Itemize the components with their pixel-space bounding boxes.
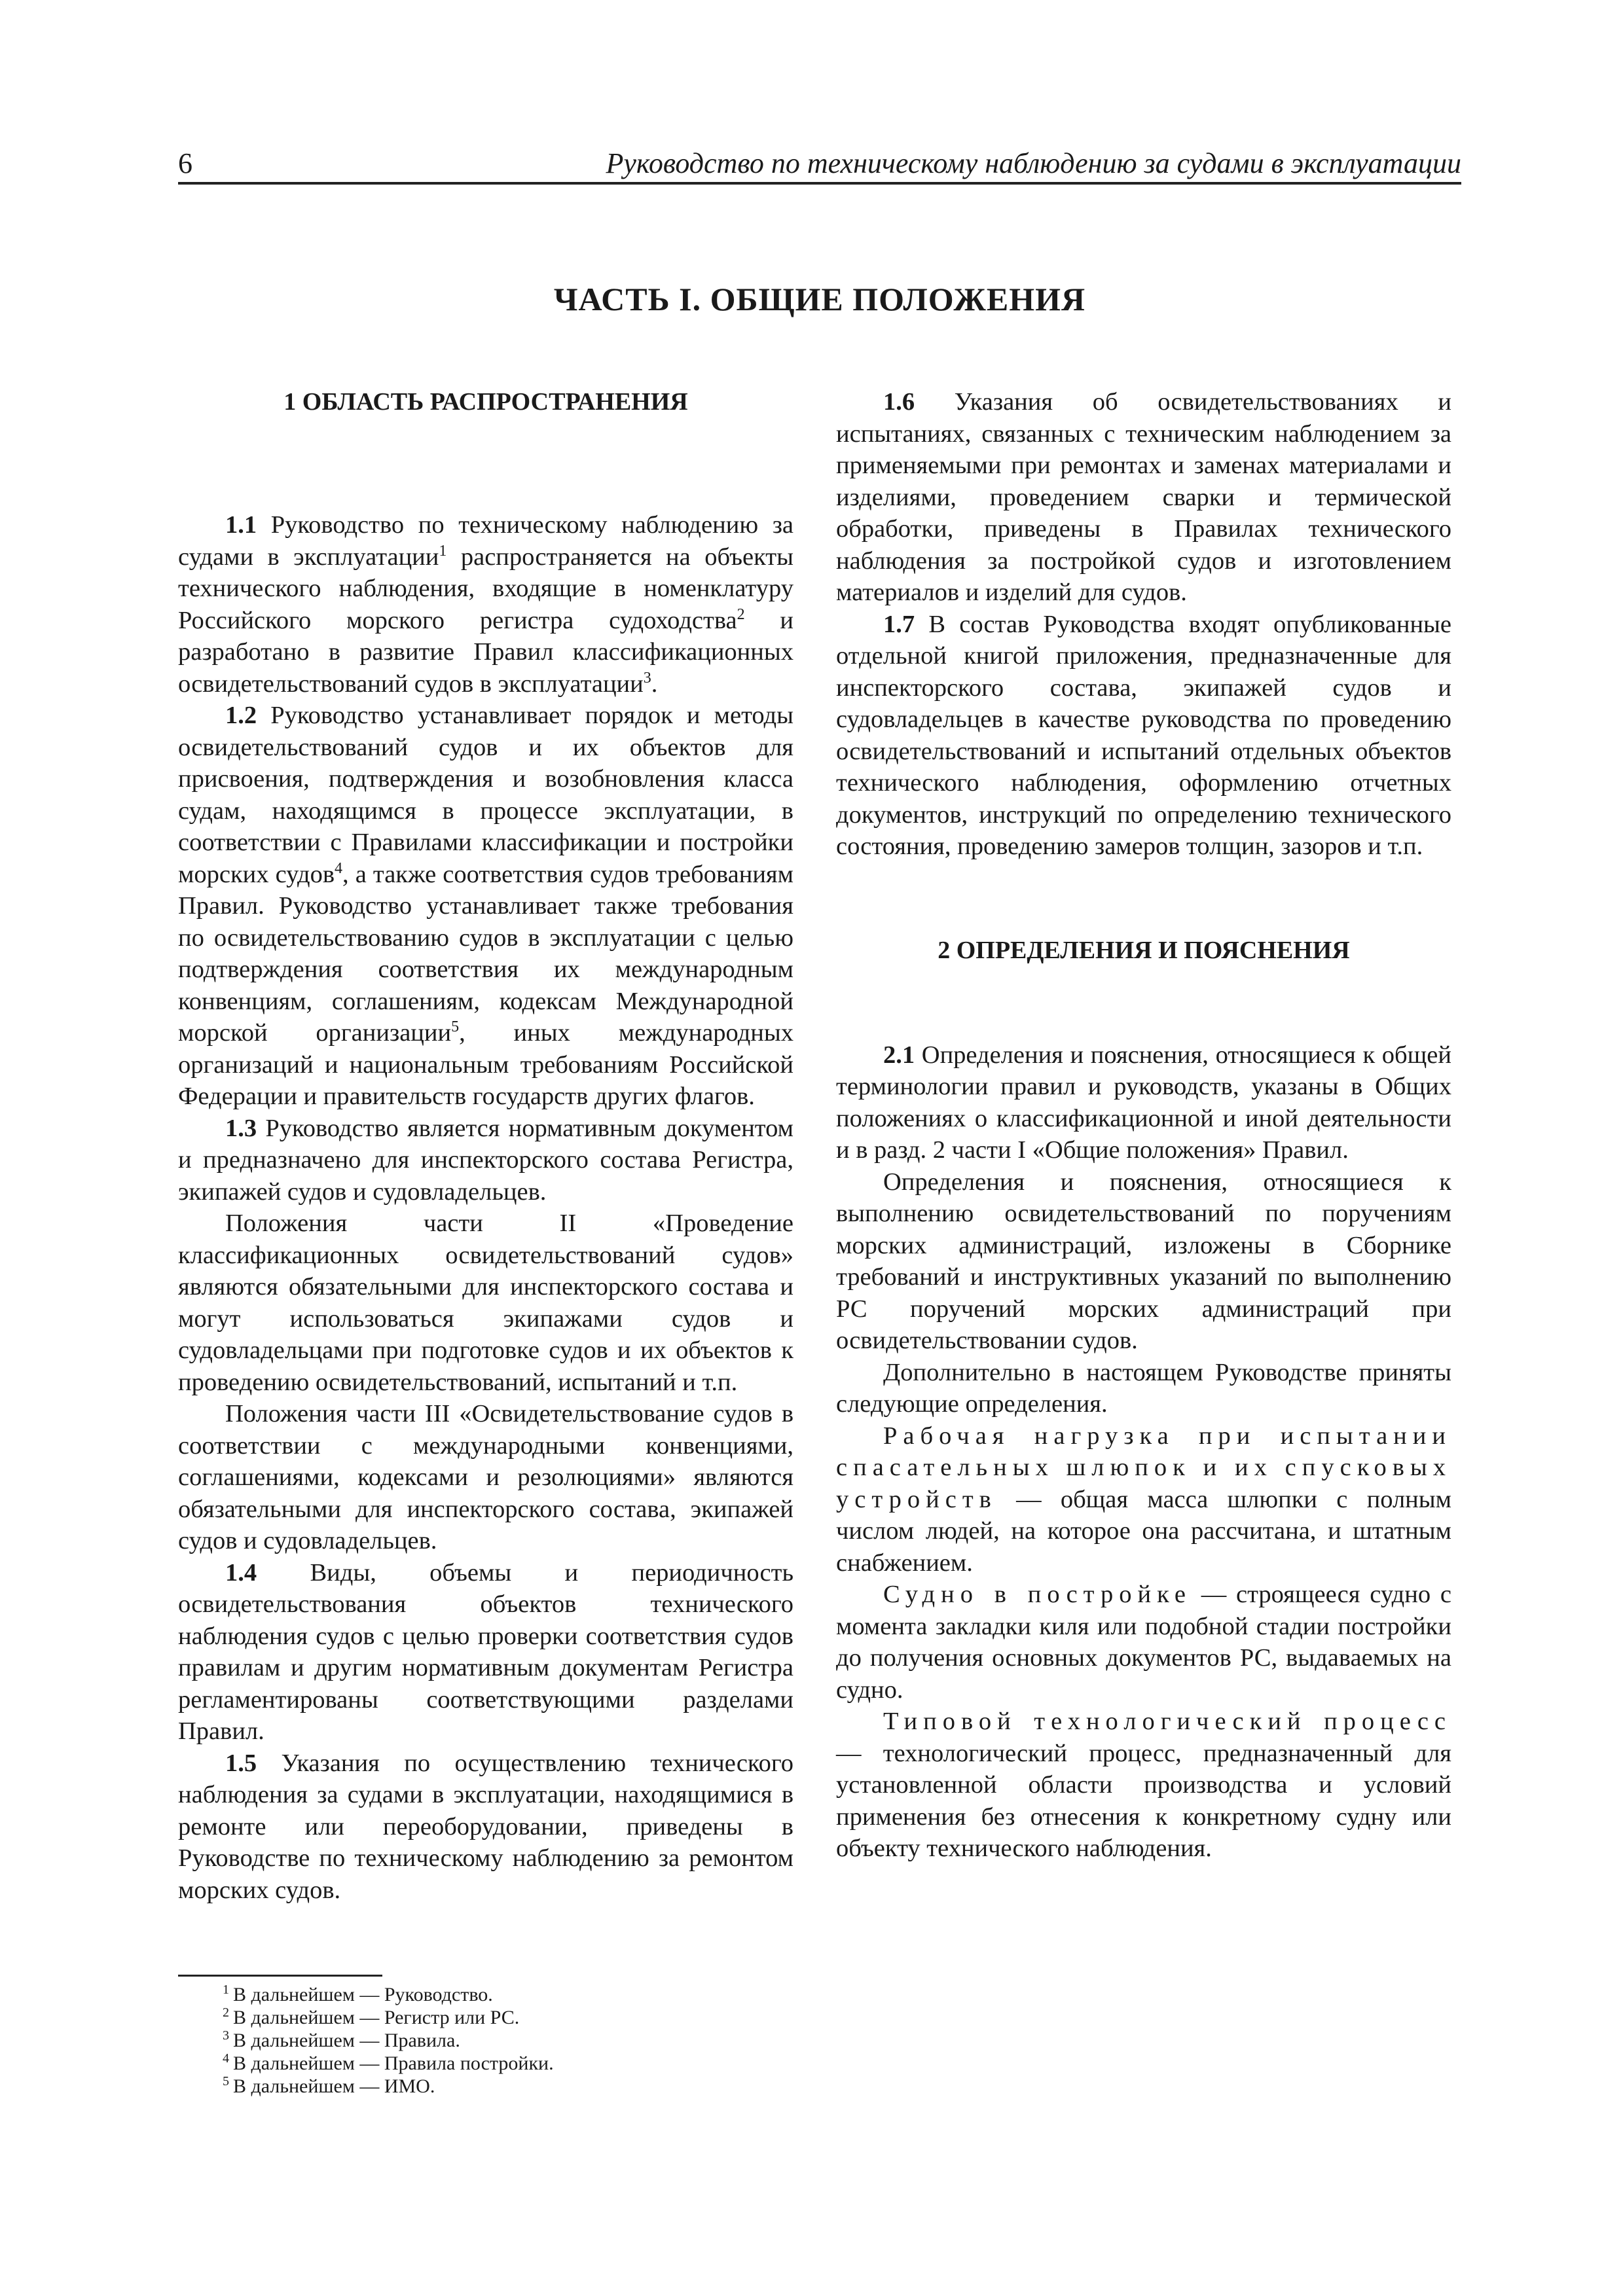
paragraph-text: Указания по осуществлению технического наблюдения за судами в эксплуатации, находящимися в ремонте или переоборудовании, приведены в Руководстве по техническому наблюдению за ремонтом морских судов. [178, 1749, 793, 1904]
paragraph-text: Руководство устанавливает порядок и методы освидетельствований судов и их объектов для присвоения, подтверждения и возобновления класса судам, находящимся в процессе эксплуатации, в соответствии с Правилами классификации и постройки морских судов [178, 702, 794, 888]
paragraph-text: Указания об освидетельствованиях и испытаниях, связанных с техническим наблюдением за применяемыми при ремонтах и заменах материалами и изделиями, проведением сварки и термической обработки, приведены в Правилах технического наблюдения за постройкой судов и изготовлением материалов и изделий для судов. [836, 388, 1451, 606]
paragraph-number: 1.3 [225, 1114, 257, 1142]
definition-text: — общая масса шлюпки с полным числом людей, на которое она рассчитана, и штатным снабжением. [836, 1485, 1452, 1577]
footnote-4 [223, 2052, 554, 2075]
running-title: Руководство по техническому наблюдению за судами в эксплуатации [606, 147, 1461, 179]
paragraph-number: 2.1 [883, 1041, 915, 1069]
paragraph-text: Виды, объемы и периодичность освидетельствования объектов технического наблюдения судов с целью проверки соответствия судов правилам и другим нормативным документам Регистра регламентированы соответствующими разделами Правил. [178, 1558, 793, 1745]
paragraph-text: , иных международных организаций и национальным требованиям Российской Федерации и правительств государств других флагов. [178, 1019, 794, 1110]
paragraph-additional: Дополнительно в настоящем Руководстве приняты следующие определения. [836, 1358, 1451, 1418]
footnote-ref: 3 [643, 669, 651, 687]
footnotes [223, 1983, 554, 2098]
footnote-1 [223, 1983, 554, 2006]
definition-term: Рабочая нагрузка при испытании спасательных шлюпок и их спусковых устройств [836, 1422, 1451, 1513]
footnote-text: В дальнейшем — Руководство. [233, 1984, 493, 2005]
definition-ship-under-construction [836, 1579, 1451, 1706]
definition-text: — строящееся судно с момента закладки киля или подобной стадии постройки до получения основных документов РС, выдаваемых на судно. [836, 1581, 1451, 1704]
paragraph-text: . [651, 670, 658, 698]
footnote-ref: 1 [439, 542, 447, 560]
paragraph-1-3 [178, 1113, 793, 1208]
footnote-3 [223, 2029, 554, 2052]
section-1-title: 1 ОБЛАСТЬ РАСПРОСТРАНЕНИЯ [283, 388, 688, 416]
paragraph-1-5 [178, 1748, 793, 1907]
footnote-2 [223, 2006, 554, 2029]
right-column [836, 386, 1451, 1865]
footnote-mark: 3 [223, 2028, 229, 2043]
paragraph-number: 1.5 [225, 1749, 257, 1777]
paragraph-number: 1.1 [225, 511, 257, 539]
paragraph-text: , а также соответствия судов требованиям Правил. Руководство устанавливает также требования по освидетельствованию судов в эксплуатации с целью подтверждения соответствия их международным конвенциям, соглашениям, кодексам Международной морской организации [178, 860, 793, 1047]
paragraph-text: Руководство по техническому наблюдению за судами в эксплуатации [178, 511, 793, 571]
paragraph-1-7 [836, 609, 1451, 863]
footnote-text: В дальнейшем — ИМО. [233, 2075, 435, 2097]
footnote-ref: 5 [451, 1018, 460, 1036]
running-header [178, 147, 1461, 181]
footnote-text: В дальнейшем — Правила. [233, 2030, 460, 2051]
paragraph-number: 1.6 [883, 388, 915, 416]
paragraph-number: 1.2 [225, 702, 257, 729]
left-column [178, 386, 793, 1906]
footnote-ref: 4 [335, 859, 343, 877]
paragraph-number: 1.4 [225, 1558, 257, 1587]
footnote-ref: 2 [737, 605, 745, 623]
paragraph-text: Руководство является нормативным документом и предназначено для инспекторского состава Регистра, экипажей судов и судовладельцев. [178, 1114, 793, 1206]
part-title: ЧАСТЬ I. ОБЩИЕ ПОЛОЖЕНИЯ [553, 281, 1086, 317]
footnote-rule [178, 1975, 382, 1977]
paragraph-number: 1.7 [883, 610, 915, 638]
paragraph-1-6 [836, 386, 1451, 609]
paragraph-text: распространяется на объекты технического наблюдения, входящие в номенклатуру Российского морского регистра судоходства [178, 543, 793, 634]
paragraph-text: Определения и пояснения, относящиеся к общей терминологии правил и руководств, указаны в Общих положениях о классификационной и иной деятельности и в разд. 2 части I «Общие положения» Правил. [836, 1041, 1451, 1164]
paragraph-1-4 [178, 1557, 793, 1748]
page-number: 6 [178, 147, 192, 179]
header-rule [178, 182, 1461, 185]
footnote-text: В дальнейшем — Регистр или РС. [233, 2007, 520, 2028]
paragraph-1-2 [178, 700, 793, 1113]
paragraph-admin: Определения и пояснения, относящиеся к выполнению освидетельствований по поручениям морских администраций, изложены в Сборнике требований и инструктивных указаний по выполнению РС поручений морских администраций при освидетельствовании судов. [836, 1168, 1451, 1354]
definition-typical-process [836, 1706, 1451, 1865]
paragraph-2-1 [836, 1039, 1451, 1166]
definition-term: Типовой технологический процесс [883, 1708, 1451, 1735]
footnote-mark: 5 [223, 2074, 229, 2089]
paragraph-part-3: Положения части III «Освидетельствование судов в соответствии с международными конвенциями, соглашениями, кодексами и резолюциями» являются обязательными для инспекторского состава, экипажей судов и судовладельцев. [178, 1400, 793, 1554]
section-2-title: 2 ОПРЕДЕЛЕНИЯ И ПОЯСНЕНИЯ [938, 936, 1350, 964]
definition-working-load [836, 1420, 1451, 1579]
paragraph-1-1 [178, 509, 793, 700]
footnote-text: В дальнейшем — Правила постройки. [233, 2053, 554, 2074]
footnote-mark: 2 [223, 2005, 229, 2020]
paragraph-text: и разработано в развитие Правил классификационных освидетельствований судов в эксплуатации [178, 606, 793, 698]
footnote-mark: 1 [223, 1982, 229, 1997]
footnote-5 [223, 2075, 554, 2098]
definition-term: Судно в постройке [883, 1581, 1192, 1608]
footnote-mark: 4 [223, 2051, 229, 2066]
definition-text: — технологический процесс, предназначенный для установленной области производства и условий применения без отнесения к конкретному судну или объекту технического наблюдения. [836, 1739, 1451, 1862]
paragraph-part-2: Положения части II «Проведение классификационных освидетельствований судов» являются обязательными для инспекторского состава и могут использоваться экипажами судов и судовладельцами при подготовке судов и их объектов к проведению освидетельствований, испытаний и т.п. [178, 1210, 793, 1396]
paragraph-text: В состав Руководства входят опубликованные отдельной книгой приложения, предназначенные для инспекторского состава, экипажей судов и судовладельцев в качестве руководства по проведению освидетельствований и испытаний отдельных объектов технического наблюдения, оформлению отчетных документов, инструкций по определению технического состояния, проведению замеров толщин, зазоров и т.п. [836, 610, 1451, 860]
